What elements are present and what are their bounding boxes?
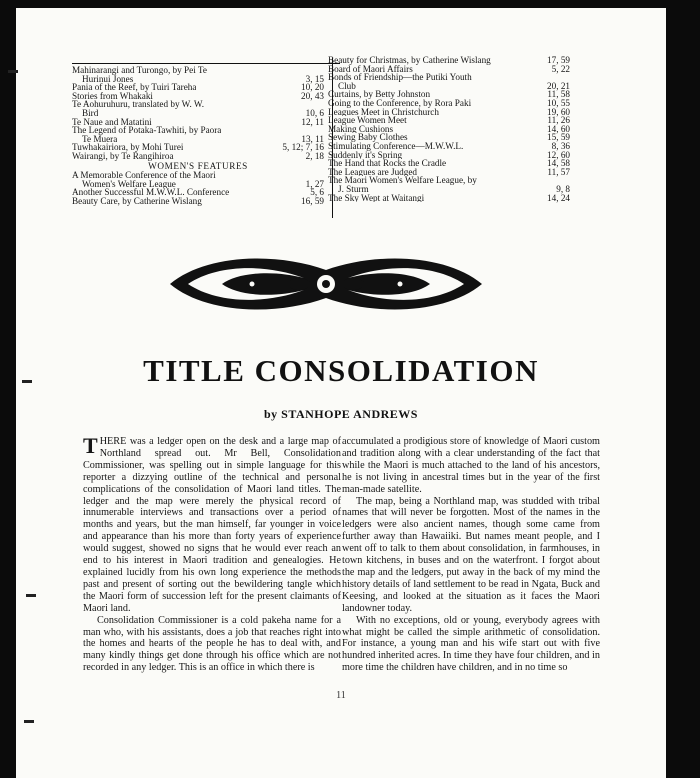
index-entry [328,176,570,185]
index-entry-title: Wairangi, by Te Rangihiroa [72,151,174,161]
index-entry-title: Te Naue and Matatini [72,117,152,127]
index-entry [328,151,570,160]
index-entry [72,188,324,197]
index-entry-pages: 1, 27 [305,178,324,189]
index-entry [328,159,570,168]
index-entry-title: Tuwhakairiora, by Mohi Turei [72,143,184,152]
scan-margin-mark [26,594,36,597]
index-entry-pages: 12, 60 [547,149,570,160]
index-entry [328,125,570,134]
index-entry-title: Curtains, by Betty Johnston [328,90,431,99]
index-entry-title: Going to the Conference, by Rora Paki [328,98,472,108]
magazine-page [16,8,666,778]
index-entry [72,83,324,92]
index-entry [72,75,324,84]
index-top-rule [72,63,340,64]
index-section-heading: WOMEN'S FEATURES [148,160,248,171]
index-entry [328,73,570,82]
index-entry-pages: 9, 8 [556,183,570,194]
article-column-2 [342,436,600,674]
index-entry-pages: 11, 58 [547,89,570,100]
index-entry-pages: 10, 6 [305,107,324,118]
index-entry [328,142,570,151]
index-entry-pages: 19, 60 [547,106,570,117]
index-entry [72,143,324,152]
index-entry [328,185,570,194]
article-byline: by STANHOPE ANDREWS [264,407,418,421]
index-entry-title: Making Cushions [328,124,394,134]
index-entry [72,109,324,118]
index-entry-title: Mahinarangi and Turongo, by Pei Te [72,66,207,75]
scan-margin-mark [24,720,34,723]
index-entry-pages: 11, 57 [547,166,570,177]
index-entry-pages: 5, 6 [310,187,324,198]
index-entry [72,92,324,101]
index-entry-pages: 11, 26 [547,115,570,126]
index-entry-title: Te Aohuruhuru, translated by W. W. [72,100,205,109]
index-entry-pages: 14, 24 [547,192,570,203]
index-column-left [72,66,324,206]
index-entry-pages: 17, 59 [547,55,570,65]
index-entry-pages: 2, 18 [305,150,324,161]
index-entry-title: The Legend of Potaka-Tawhiti, by Paora [72,126,222,135]
index-entry-pages: 14, 58 [547,158,570,169]
scan-margin-mark [8,70,18,73]
index-entry [72,171,324,180]
index-entry-pages: 8, 36 [551,140,570,151]
index-entry-title: The Leagues are Judged [328,167,418,177]
index-entry-pages: 14, 60 [547,123,570,134]
article-column-1 [83,433,341,674]
maori-koru-ornament [166,248,486,320]
index-entry [328,56,570,65]
index-entry-title: The Hand that Rocks the Cradle [328,159,447,168]
article-paragraph: With no exceptions, old or young, everybody agrees with what might be called the simple arithmetic of consolidation. For instance, a young man and his wife start out with five hundred inherited acres. In time they have four children, and in more time the children have children, and in no time so [342,614,600,674]
index-entry-pages: 13, 11 [301,133,324,144]
article-title: TITLE CONSOLIDATION [143,353,539,388]
index-entry [328,65,570,74]
index-entry-title: Bonds of Friendship—the Putiki Youth [328,73,472,82]
index-entry [328,90,570,99]
index-entry-title: Leagues Meet in Christchurch [328,107,439,117]
index-entry-title: Sewing Baby Clothes [328,133,408,142]
index-entry-title: Beauty for Christmas, by Catherine Wislang [328,56,491,65]
index-entry [328,133,570,142]
index-entry-title: Women's Welfare League [82,179,176,189]
index-entry-pages: 16, 59 [301,195,324,206]
index-entry-pages: 12, 11 [301,116,324,127]
index-entry [328,99,570,108]
index-entry-pages: 5, 12; 7, 16 [282,142,324,153]
page-number: 11 [336,690,346,701]
index-entry [328,168,570,177]
index-entry-title: Pania of the Reef, by Tuiri Tareha [72,83,197,92]
index-entry [72,118,324,127]
index-entry-title: The Maori Women's Welfare League, by [328,176,477,185]
index-entry-title: The Sky Wept at Waitangi [328,193,425,203]
index-entry-title: Te Muera [82,134,118,144]
index-entry [328,194,570,203]
index-entry-title: Stories from Whakaki [72,91,153,101]
index-entry-title: Board of Maori Affairs [328,64,413,74]
index-entry-pages: 10, 20 [301,82,324,93]
index-entry-title: J. Sturm [338,184,369,194]
index-entry-title: Club [338,81,356,91]
index-entry-title: Stimulating Conference—M.W.W.L. [328,141,464,151]
scan-margin-mark [22,380,32,383]
index-entry-title: Beauty Care, by Catherine Wislang [72,196,202,206]
index-entry [72,66,324,75]
index-entry-pages: 3, 15 [305,73,324,84]
index-entry-title: Hurinui Jones [82,74,134,84]
index-entry-pages: 10, 55 [547,97,570,108]
index-entry-title: A Memorable Conference of the Maori [72,171,216,180]
article-paragraph: THERE was a ledger open on the desk and a large map of Northland spread out. Mr Bell, Consolidation Commissioner, was spelling out in simple language for this reporter a dizzying outline of the technical and personal complications of the consolidation of Maori land titles. The ledger and the map were merely the physical record of innumerable interviews and transactions over a period of months and years, but the man himself, far younger in voice and appearance than his more than forty years of experience would suggest, showed no signs that he would ever reach an end to his interest in Maori tradition and genealogies. He explained lucidly from his own long experience the methods past and present of sorting out the bewildering tangle which the Maori form of succession left for the present claimants of Maori land. [83,433,341,614]
index-entry [328,116,570,125]
article-paragraph: accumulated a prodigious store of knowledge of Maori custom and tradition along with a clear understanding of the fact that while the Maori is much attached to the land of his ancestors, he is not living in ancestral times but in the year of the first man-made satellite. [342,436,600,495]
index-entry-title: League Women Meet [328,116,407,125]
index-entry [72,126,324,135]
index-entry [72,100,324,109]
index-entry-pages: 20, 43 [301,90,324,101]
index-column-right [328,56,570,202]
index-entry-title: Bird [82,108,99,118]
index-entry [72,152,324,161]
index-entry-title: Another Successful M.W.W.L. Conference [72,188,230,197]
index-entry-title: Suddenly it's Spring [328,150,403,160]
drop-cap: T [83,433,98,458]
index-entry [328,82,570,91]
index-entry [72,180,324,189]
index-entry-pages: 20, 21 [547,80,570,91]
article-paragraph: Consolidation Commissioner is a cold pakeha name for a man who, with his assistants, does a job that reaches right into the homes and hearts of the people he has to deal with, and many kindly things get done through his office which are not recorded in any ledger. This is an office in which there is [83,614,341,674]
index-entry-pages: 5, 22 [551,63,570,74]
article-paragraph: The map, being a Northland map, was studded with tribal names that will never be forgotten. Most of the names in the ledgers were also ancient names, though some came from further away than Hawaiiki. But names meant people, and I went off to talk to them about consolidation, in farmhouses, in town kitchens, in buses and on the waterfront. I forgot about the map and the ledgers, put away in the back of my mind the history details of land settlement to be read in Ngata, Buck and Keesing, and looked at the situation as it faces the Maori landowner today. [342,495,600,614]
index-entry [328,108,570,117]
index-entry-pages: 15, 59 [547,132,570,143]
index-entry [72,197,324,206]
